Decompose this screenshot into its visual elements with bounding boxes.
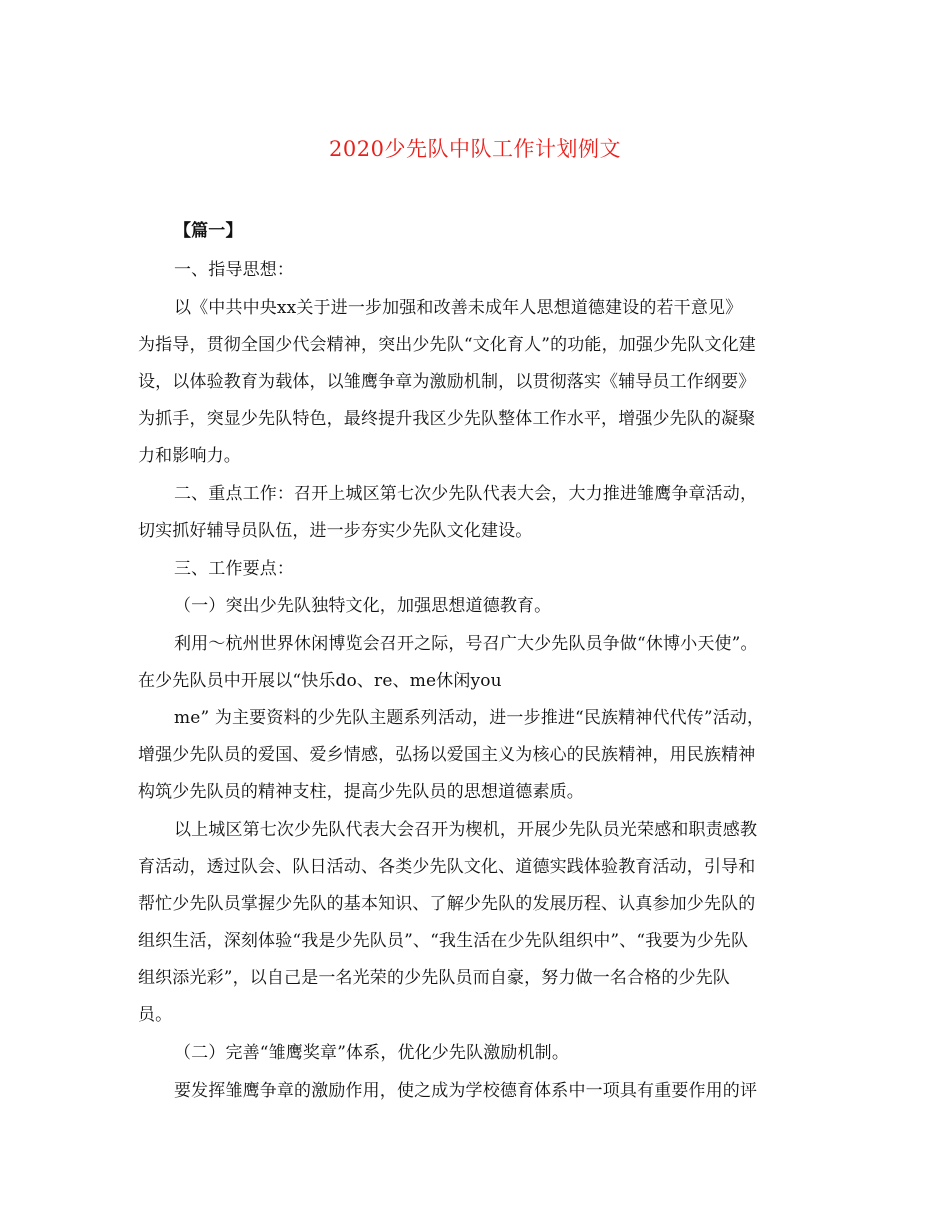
document-title: 2020少先队中队工作计划例文 <box>329 137 621 161</box>
subsection-heading: （一）突出少先队独特文化，加强思想道德教育。 <box>174 596 552 616</box>
paragraph-line: me” 为主要资料的少先队主题系列活动，进一步推进“民族精神代代传”活动， <box>174 708 765 728</box>
paragraph-line: 组织添光彩”，以自己是一名光荣的少先队员而自豪，努力做一名合格的少先队 <box>138 968 730 988</box>
paragraph-heading: 三、工作要点： <box>174 559 295 579</box>
paragraph-line: 为指导，贯彻全国少代会精神，突出少先队“文化育人”的功能，加强少先队文化建 <box>138 335 756 355</box>
paragraph-line: 帮忙少先队员掌握少先队的基本知识、了解少先队的发展历程、认真参加少先队的 <box>138 894 756 914</box>
paragraph-line: 员。 <box>138 1005 173 1025</box>
paragraph-line: 育活动，透过队会、队日活动、各类少先队文化、道德实践体验教育活动，引导和 <box>138 857 756 877</box>
paragraph-line: 以《中共中央xx关于进一步加强和改善未成年人思想道德建设的若干意见》 <box>174 298 743 318</box>
paragraph-line: 二、重点工作：召开上城区第七次少先队代表大会，大力推进雏鹰争章活动， <box>174 484 758 504</box>
paragraph-line: 切实抓好辅导员队伍，进一步夯实少先队文化建设。 <box>138 521 533 541</box>
subsection-heading: （二）完善“雏鹰奖章”体系，优化少先队激励机制。 <box>174 1043 569 1063</box>
paragraph-line: 在少先队员中开展以“快乐do、re、me休闲you <box>138 671 502 691</box>
paragraph-line: 增强少先队员的爱国、爱乡情感，弘扬以爱国主义为核心的民族精神，用民族精神 <box>138 745 756 765</box>
paragraph-line: 力和影响力。 <box>138 446 241 466</box>
paragraph-line: 组织生活，深刻体验“我是少先队员”、“我生活在少先队组织中”、“我要为少先队 <box>138 931 749 951</box>
paragraph-line: 设，以体验教育为载体，以雏鹰争章为激励机制，以贯彻落实《辅导员工作纲要》 <box>138 372 756 392</box>
paragraph-line: 要发挥雏鹰争章的激励作用，使之成为学校德育体系中一项具有重要作用的评 <box>174 1081 758 1101</box>
section-heading: 【篇一】 <box>174 221 243 241</box>
paragraph-line: 利用～杭州世界休闲博览会召开之际，号召广大少先队员争做“休博小天使”。 <box>174 634 758 654</box>
paragraph-heading: 一、指导思想： <box>174 260 295 280</box>
paragraph-line: 以上城区第七次少先队代表大会召开为楔机，开展少先队员光荣感和职责感教 <box>174 820 758 840</box>
paragraph-line: 构筑少先队员的精神支柱，提高少先队员的思想道德素质。 <box>138 782 584 802</box>
paragraph-line: 为抓手，突显少先队特色，最终提升我区少先队整体工作水平，增强少先队的凝聚 <box>138 409 756 429</box>
